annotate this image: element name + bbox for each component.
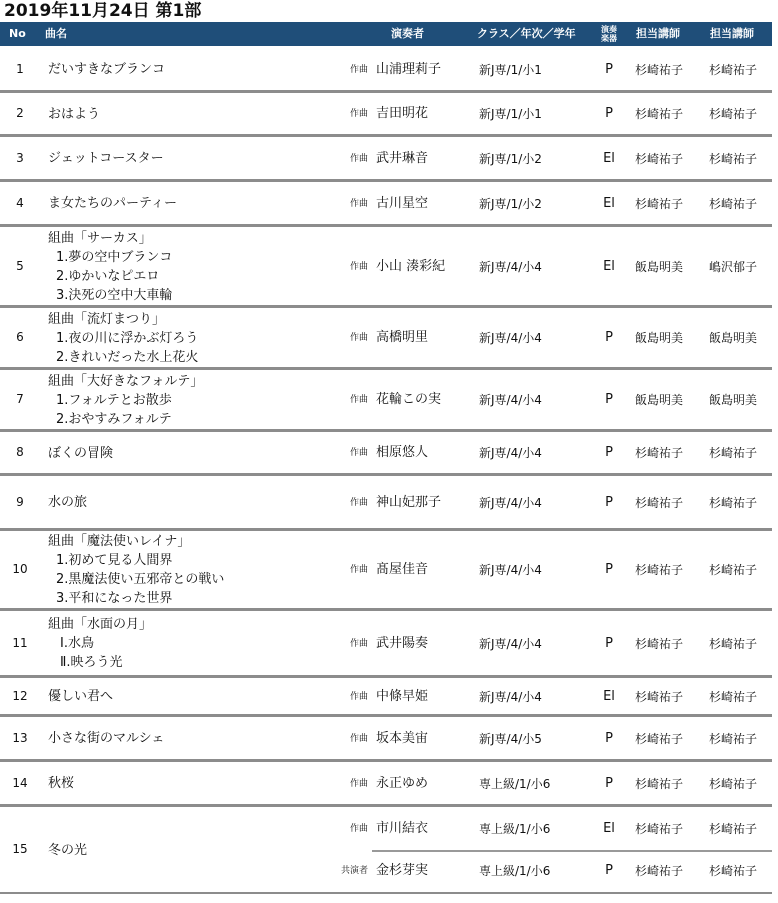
- role-label: 作曲: [349, 395, 368, 405]
- class-info: 新J専/4/小4: [479, 393, 542, 407]
- table-row: [0, 92, 772, 136]
- table-row: [0, 610, 772, 677]
- performer-name: 髙屋佳音: [376, 562, 429, 577]
- piece-title: [48, 105, 100, 124]
- teacher-1: 飯島明美: [635, 259, 684, 274]
- header-class: クラス／年次／学年: [477, 27, 576, 40]
- teacher-1: 飯島明美: [635, 393, 684, 407]
- instrument: El: [603, 258, 615, 274]
- table-row: [0, 806, 772, 894]
- table-row: [0, 677, 772, 716]
- instrument: El: [603, 150, 615, 166]
- row-number: 14: [12, 775, 28, 790]
- teacher-1: 杉崎祐子: [635, 864, 684, 878]
- performer-name: 古川星空: [376, 195, 429, 211]
- role-label: 作曲: [349, 64, 368, 75]
- class-info: 新J専/4/小4: [479, 495, 542, 510]
- role-label: 作曲: [349, 333, 368, 343]
- table-header: [0, 22, 772, 46]
- role-label: 作曲: [349, 638, 368, 649]
- instrument: P: [605, 330, 613, 345]
- teacher-2: 杉崎祐子: [709, 822, 758, 836]
- row-number: 11: [12, 635, 28, 650]
- teacher-1: 杉崎祐子: [635, 563, 684, 577]
- table-row: [0, 369, 772, 431]
- row-number: 1: [16, 61, 24, 76]
- piece-title-line: ジェットコースター: [48, 151, 164, 166]
- teacher-2: 杉崎祐子: [709, 446, 758, 460]
- inner-divider: [372, 850, 772, 852]
- movement-line: 2.黒魔法使い五邪帝との戦い: [56, 572, 225, 587]
- piece-title-line: 組曲「流灯まつり」: [48, 311, 166, 327]
- row-number: 9: [16, 494, 24, 509]
- class-info: 専上級/1/小6: [479, 776, 551, 791]
- piece-title: [48, 149, 164, 168]
- class-info: 新J専/1/小1: [479, 107, 542, 121]
- piece-title-line: 小さな街のマルシェ: [48, 731, 165, 746]
- teacher-2: 杉崎祐子: [709, 689, 758, 704]
- row-number: 7: [16, 392, 24, 406]
- instrument: P: [605, 635, 613, 651]
- teacher-2: 杉崎祐子: [709, 776, 758, 791]
- role-label: 作曲: [349, 448, 368, 458]
- piece-title: [48, 372, 203, 429]
- teacher-2: 嶋沢郁子: [709, 259, 758, 274]
- teacher-1: 杉崎祐子: [635, 446, 684, 460]
- performer-name: 花輪この実: [376, 392, 442, 407]
- class-info: 新J専/1/小1: [479, 62, 542, 77]
- row-number: 6: [16, 330, 24, 344]
- teacher-1: 杉崎祐子: [635, 196, 684, 211]
- instrument: P: [605, 61, 613, 77]
- performer-name: 中條早姫: [376, 688, 429, 704]
- piece-title-line: 水の旅: [48, 495, 88, 510]
- instrument: P: [605, 106, 613, 121]
- teacher-2: 飯島明美: [709, 393, 758, 407]
- table-row: [0, 475, 772, 530]
- piece-title-line: 組曲「サーカス」: [48, 230, 152, 246]
- class-info: 新J専/1/小2: [479, 151, 542, 166]
- movement-line: Ⅰ.水鳥: [60, 636, 94, 651]
- header-no: No: [9, 27, 26, 40]
- piece-title: [48, 729, 164, 748]
- role-label: 作曲: [349, 261, 368, 272]
- class-info: 新J専/4/小4: [479, 331, 542, 345]
- performer-name: 武井琳音: [376, 150, 429, 166]
- table-row: [0, 226, 772, 307]
- instrument: P: [605, 863, 613, 878]
- instrument: P: [605, 730, 613, 746]
- role-label: 共演者: [340, 866, 368, 876]
- role-label: 作曲: [349, 778, 368, 789]
- performer-name: 相原悠人: [376, 445, 429, 460]
- movement-line: 2.ゆかいなピエロ: [56, 268, 160, 284]
- teacher-1: 杉崎祐子: [635, 822, 684, 836]
- role-label: 作曲: [349, 824, 368, 834]
- piece-title-line: 組曲「魔法使いレイナ」: [48, 534, 191, 549]
- performer-name: 市川結衣: [376, 821, 429, 836]
- header-piece: 曲名: [45, 27, 67, 40]
- table-row: [0, 47, 772, 92]
- class-info: 新J専/4/小5: [479, 731, 542, 746]
- header-instrument: 演奏楽器: [601, 25, 617, 43]
- table-row: [0, 307, 772, 369]
- piece-title-line: おはよう: [48, 106, 101, 122]
- instrument: P: [605, 445, 613, 460]
- role-label: 作曲: [349, 565, 368, 575]
- table-row: [0, 136, 772, 181]
- piece-title: [48, 841, 87, 860]
- piece-title-line: 冬の光: [48, 842, 88, 858]
- table-row: [0, 716, 772, 761]
- movement-line: 1.夢の空中ブランコ: [56, 249, 173, 265]
- instrument: El: [603, 821, 615, 836]
- piece-title-line: だいすきなブランコ: [48, 62, 166, 77]
- row-divider: [0, 892, 772, 894]
- class-info: 専上級/1/小6: [479, 864, 551, 878]
- header-teacher-2: 担当講師: [710, 27, 754, 40]
- instrument: El: [603, 688, 615, 704]
- teacher-1: 杉崎祐子: [635, 495, 684, 510]
- table-row: [0, 761, 772, 806]
- class-info: 新J専/1/小2: [479, 196, 542, 211]
- piece-title-line: 組曲「大好きなフォルテ」: [48, 373, 204, 389]
- teacher-2: 杉崎祐子: [709, 151, 758, 166]
- instrument: P: [605, 494, 613, 510]
- instrument: P: [605, 775, 613, 791]
- role-label: 作曲: [349, 691, 368, 702]
- instrument: El: [603, 195, 615, 211]
- teacher-2: 杉崎祐子: [709, 864, 758, 878]
- role-label: 作曲: [349, 109, 368, 119]
- performer-name: 高橋明里: [376, 330, 429, 345]
- teacher-1: 杉崎祐子: [635, 731, 684, 746]
- performer-name: 神山妃那子: [376, 494, 442, 510]
- row-number: 13: [12, 730, 28, 745]
- piece-title: [48, 229, 172, 305]
- teacher-2: 杉崎祐子: [709, 62, 758, 77]
- piece-title: [48, 493, 87, 512]
- row-number: 8: [16, 445, 24, 459]
- role-label: 作曲: [349, 733, 368, 744]
- teacher-2: 飯島明美: [709, 331, 758, 345]
- row-number: 10: [12, 562, 28, 576]
- role-label: 作曲: [349, 497, 368, 508]
- performer-name: 武井陽奏: [376, 635, 429, 651]
- piece-title: [48, 774, 74, 793]
- class-info: 専上級/1/小6: [479, 822, 551, 836]
- page-title: 2019年11月24日 第1部: [4, 1, 202, 21]
- class-info: 新J専/4/小4: [479, 636, 542, 651]
- performer-name: 小山 湊彩紀: [376, 258, 446, 274]
- piece-title: [48, 310, 198, 367]
- movement-line: 3.平和になった世界: [56, 591, 173, 606]
- teacher-1: 飯島明美: [635, 331, 684, 345]
- teacher-2: 杉崎祐子: [709, 107, 758, 121]
- piece-title: [48, 444, 113, 463]
- teacher-2: 杉崎祐子: [709, 636, 758, 651]
- movement-line: 1.初めて見る人間界: [56, 553, 173, 568]
- instrument: P: [605, 392, 613, 407]
- performer-name: 永正ゆめ: [376, 775, 429, 791]
- class-info: 新J専/4/小4: [479, 563, 542, 577]
- teacher-2: 杉崎祐子: [709, 731, 758, 746]
- role-label: 作曲: [349, 198, 368, 209]
- piece-title: [48, 532, 224, 608]
- performer-name: 金杉芽実: [376, 863, 429, 878]
- performer-name: 山浦理莉子: [376, 61, 442, 77]
- teacher-1: 杉崎祐子: [635, 689, 684, 704]
- table-row: [0, 431, 772, 475]
- header-performer: 演奏者: [391, 27, 424, 40]
- piece-title-line: 秋桜: [48, 776, 75, 791]
- teacher-2: 杉崎祐子: [709, 563, 758, 577]
- table-row: [0, 181, 772, 226]
- movement-line: 1.フォルテとお散歩: [56, 392, 172, 408]
- row-number: 5: [16, 258, 24, 273]
- piece-title-line: 優しい君へ: [48, 689, 114, 704]
- movement-line: 2.きれいだった水上花火: [56, 349, 199, 365]
- row-number: 4: [16, 195, 24, 210]
- piece-title: [48, 615, 152, 672]
- movement-line: 2.おやすみフォルテ: [56, 411, 172, 427]
- movement-line: 3.決死の空中大車輪: [56, 287, 173, 303]
- piece-title: [48, 194, 177, 213]
- row-number: 2: [16, 106, 24, 120]
- class-info: 新J専/4/小4: [479, 446, 542, 460]
- class-info: 新J専/4/小4: [479, 689, 542, 704]
- header-teacher-1: 担当講師: [636, 27, 680, 40]
- table-row: [0, 530, 772, 610]
- piece-title: [48, 60, 165, 79]
- teacher-1: 杉崎祐子: [635, 636, 684, 651]
- teacher-1: 杉崎祐子: [635, 107, 684, 121]
- piece-title-line: 組曲「水面の月」: [48, 617, 153, 632]
- teacher-2: 杉崎祐子: [709, 495, 758, 510]
- piece-title: [48, 687, 113, 706]
- class-info: 新J専/4/小4: [479, 259, 542, 274]
- teacher-2: 杉崎祐子: [709, 196, 758, 211]
- teacher-1: 杉崎祐子: [635, 62, 684, 77]
- movement-line: Ⅱ.映ろう光: [60, 655, 123, 670]
- role-label: 作曲: [349, 153, 368, 164]
- piece-title-line: ぼくの冒険: [48, 445, 114, 461]
- performer-name: 坂本美宙: [376, 730, 429, 746]
- teacher-1: 杉崎祐子: [635, 776, 684, 791]
- row-number: 15: [12, 842, 28, 856]
- piece-title-line: ま女たちのパーティー: [48, 196, 177, 211]
- row-number: 12: [12, 688, 28, 703]
- movement-line: 1.夜の川に浮かぶ灯ろう: [56, 330, 199, 346]
- teacher-1: 杉崎祐子: [635, 151, 684, 166]
- performer-name: 吉田明花: [376, 106, 429, 121]
- instrument: P: [605, 562, 613, 577]
- row-number: 3: [16, 150, 24, 165]
